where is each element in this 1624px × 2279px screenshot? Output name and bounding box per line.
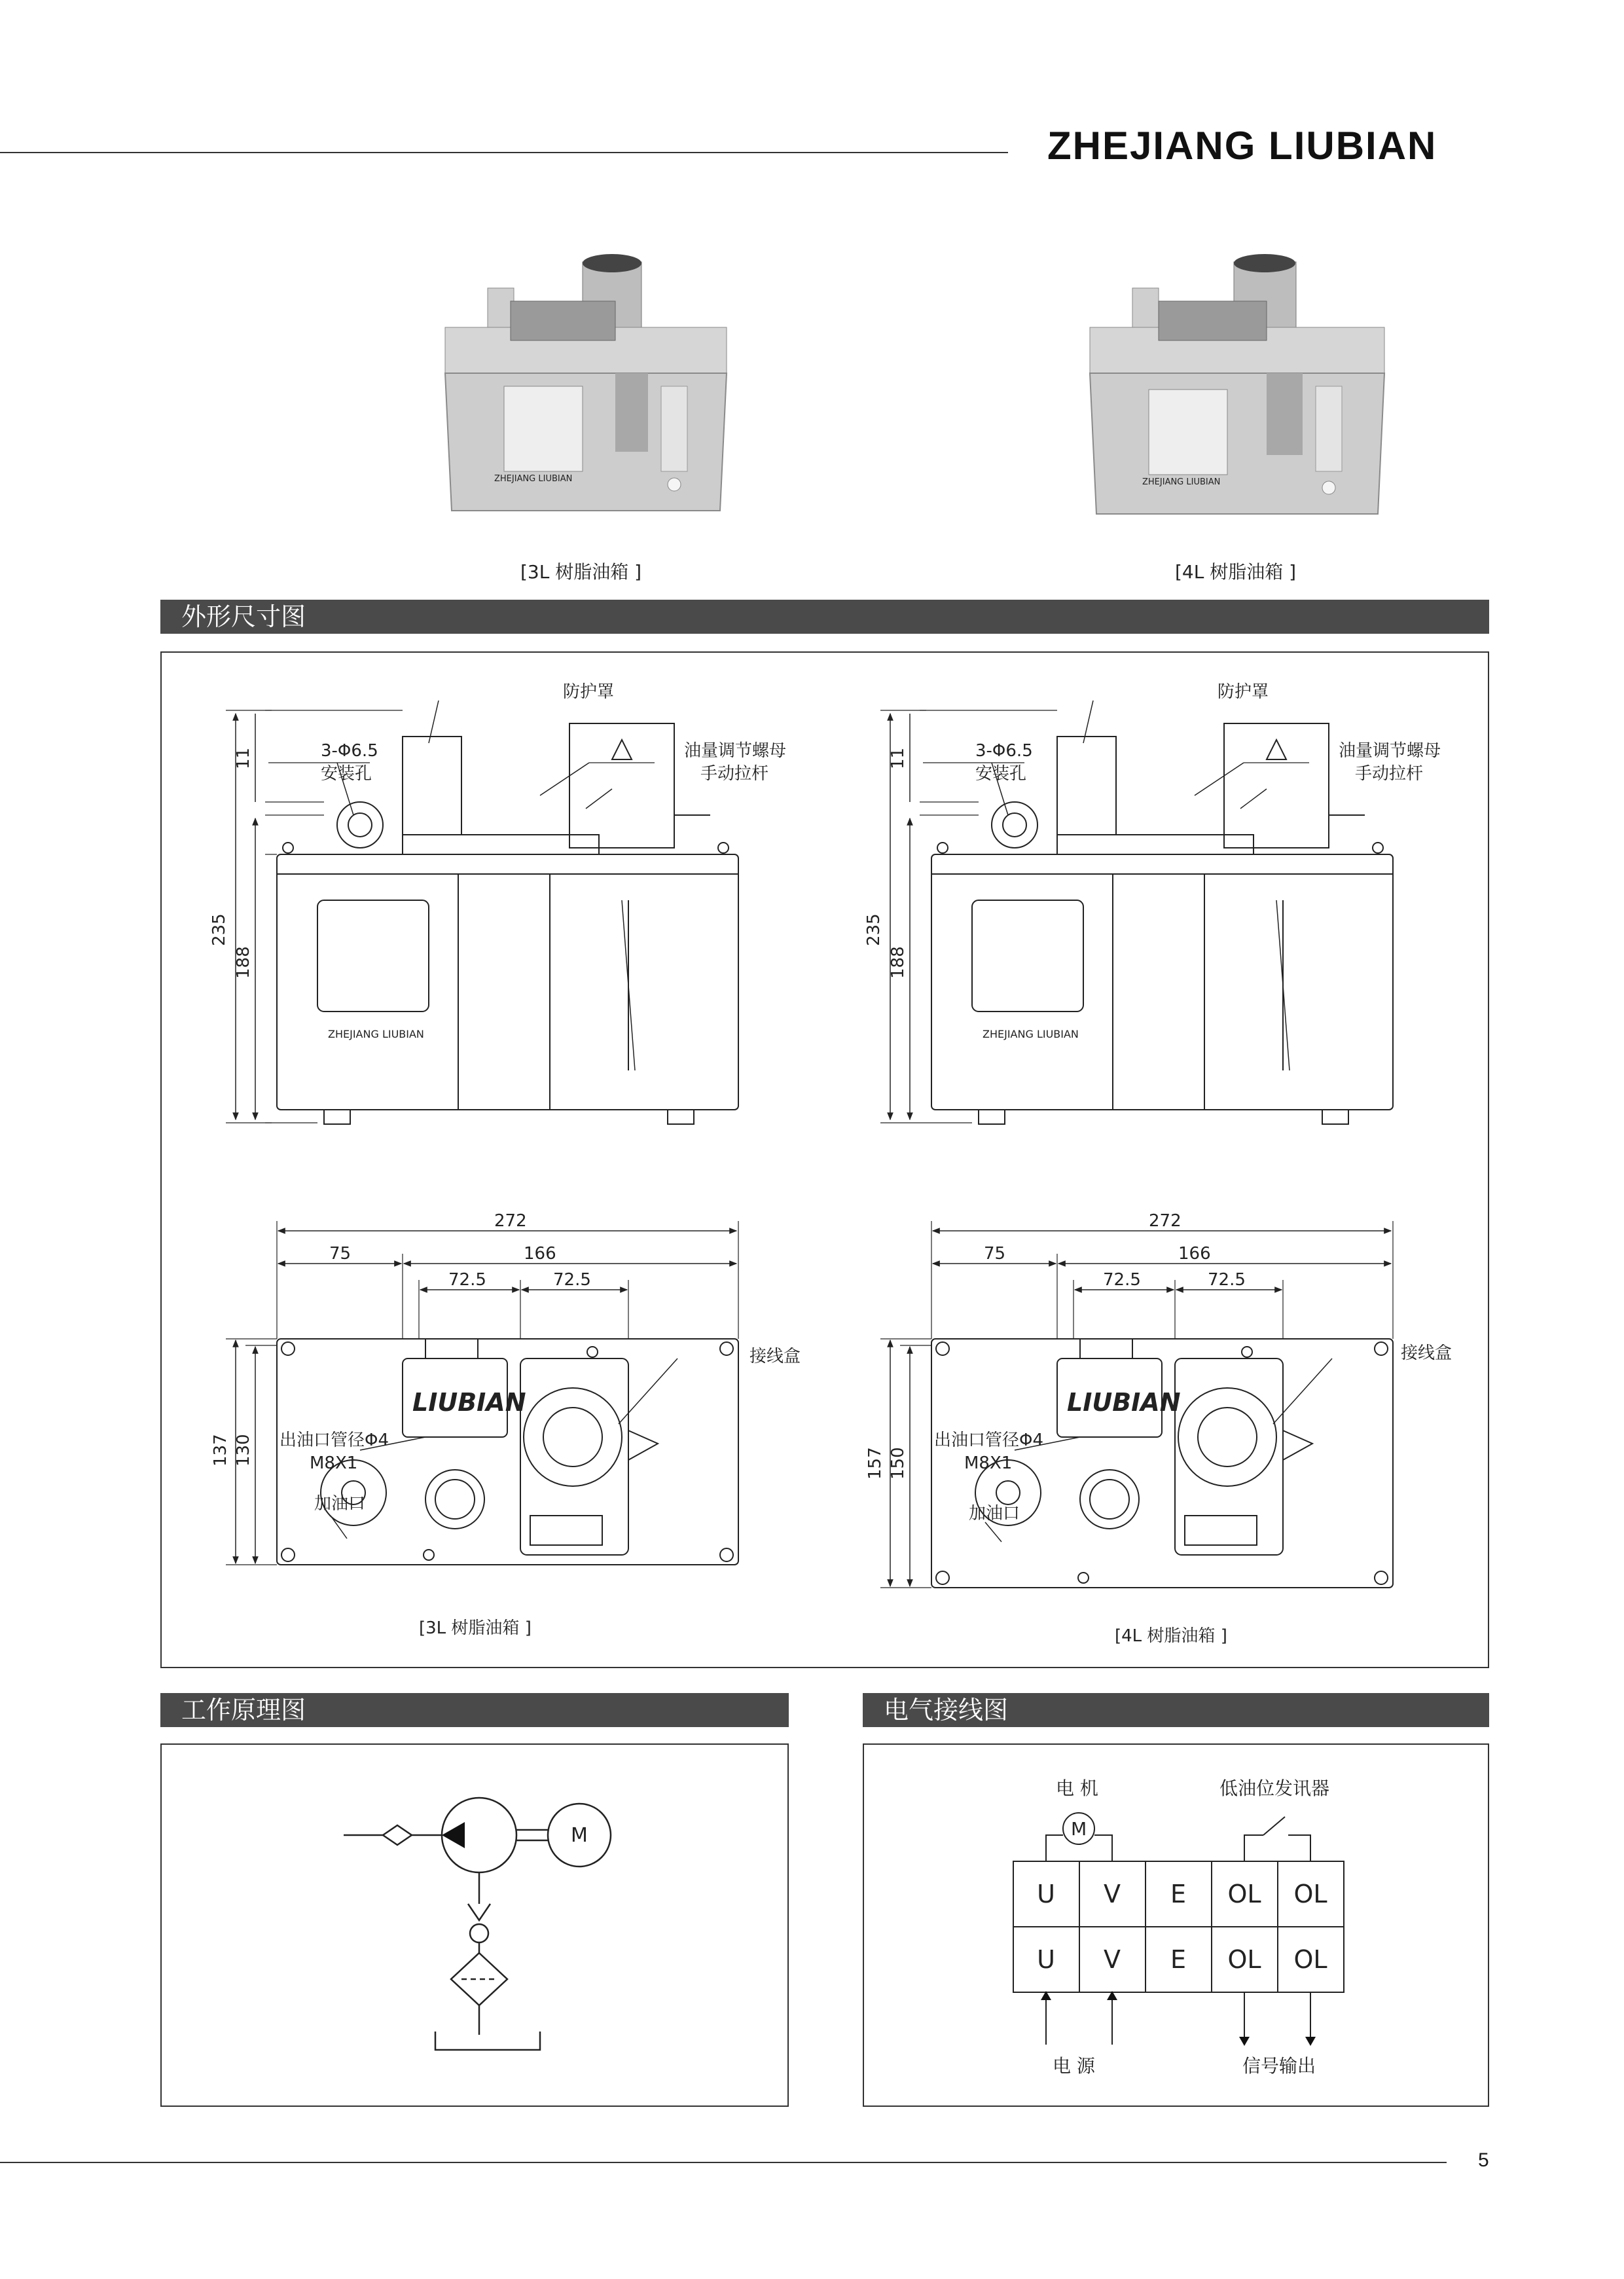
label-shield-4l: 防护罩 [1218, 682, 1269, 702]
wiring-r2-c1: U [1037, 1945, 1055, 1974]
label-tank-3l: ZHEJIANG LIUBIAN [328, 1028, 424, 1040]
dim-11-4l: 11 [888, 747, 908, 769]
wiring-diagram [863, 1743, 1489, 2107]
dim-72b-4l: 72.5 [1208, 1270, 1246, 1290]
wiring-motor-label: 电 机 [1056, 1778, 1098, 1799]
wiring-signal-label: 信号输出 [1242, 2055, 1316, 2077]
dim-72b-3l: 72.5 [553, 1270, 591, 1290]
dim-166-4l: 166 [1178, 1244, 1211, 1264]
label-holename-4l: 安装孔 [975, 764, 1027, 784]
dim-outer-h-4l: 157 [865, 1447, 885, 1480]
caption-4l: [4L 树脂油箱 ] [1115, 1626, 1227, 1646]
page-number: 5 [1478, 2149, 1489, 2171]
dim-235-4l: 235 [864, 913, 884, 946]
dim-inner-h-4l: 150 [888, 1447, 908, 1480]
dim-166-3l: 166 [524, 1244, 556, 1264]
label-fill-3l: 加油口 [314, 1494, 366, 1514]
wiring-r1-c3: E [1170, 1880, 1187, 1908]
photo-3l-label: ZHEJIANG LIUBIAN [494, 474, 573, 484]
label-holename-3l: 安装孔 [321, 764, 372, 784]
photo-4l [1080, 249, 1394, 537]
wiring-power-label: 电 源 [1053, 2055, 1095, 2077]
front-view-4l [880, 710, 1393, 1124]
section-wiring: 电气接线图 [863, 1693, 1489, 1727]
wiring-r2-c3: E [1170, 1945, 1187, 1974]
wiring-r2-c4: OL [1227, 1945, 1261, 1974]
label-thread-4l: M8X1 [964, 1453, 1013, 1473]
section-dimensions: 外形尺寸图 [160, 600, 1489, 634]
dim-11-3l: 11 [234, 747, 253, 769]
dim-188-4l: 188 [888, 946, 908, 979]
wiring-r1-c1: U [1037, 1880, 1055, 1908]
photo-4l-label: ZHEJIANG LIUBIAN [1142, 477, 1221, 487]
dim-72a-3l: 72.5 [448, 1270, 486, 1290]
wiring-r1-c2: V [1104, 1880, 1121, 1908]
logo-3l: LIUBIAN [412, 1388, 526, 1417]
caption-3l: [3L 树脂油箱 ] [419, 1618, 532, 1638]
brand-title: ZHEJIANG LIUBIAN [1047, 124, 1437, 168]
dim-75-3l: 75 [329, 1244, 352, 1264]
dim-72a-4l: 72.5 [1103, 1270, 1141, 1290]
photo-4l-caption: [4L 树脂油箱 ] [1175, 561, 1297, 583]
dim-75-4l: 75 [984, 1244, 1006, 1264]
dimension-drawings [160, 651, 1489, 1668]
label-thread-3l: M8X1 [310, 1453, 358, 1473]
label-nut-3l: 油量调节螺母 [684, 741, 787, 761]
principle-diagram [160, 1743, 789, 2107]
label-junction-4l: 接线盒 [1401, 1343, 1453, 1363]
dim-outer-h-3l: 137 [211, 1434, 230, 1467]
label-junction-3l: 接线盒 [749, 1347, 801, 1366]
dim-188-3l: 188 [234, 946, 253, 979]
wiring-lowoil-label: 低油位发讯器 [1219, 1778, 1330, 1799]
label-fill-4l: 加油口 [969, 1504, 1020, 1523]
dim-272-3l: 272 [494, 1211, 527, 1231]
dim-272-4l: 272 [1149, 1211, 1182, 1231]
label-nut-4l: 油量调节螺母 [1339, 741, 1441, 761]
dim-235-3l: 235 [209, 913, 229, 946]
label-holespec-4l: 3-Φ6.5 [975, 741, 1033, 761]
photo-3l-caption: [3L 树脂油箱 ] [520, 561, 642, 583]
wiring-r2-c2: V [1104, 1945, 1121, 1974]
label-shield-3l: 防护罩 [563, 682, 615, 702]
wiring-r1-c5: OL [1293, 1880, 1327, 1908]
label-holespec-3l: 3-Φ6.5 [321, 741, 378, 761]
label-lever-3l: 手动拉杆 [700, 764, 769, 784]
label-lever-4l: 手动拉杆 [1355, 764, 1424, 784]
dim-inner-h-3l: 130 [234, 1434, 253, 1467]
principle-motor-symbol: M [571, 1824, 588, 1847]
wiring-r2-c5: OL [1293, 1945, 1327, 1974]
section-principle: 工作原理图 [160, 1693, 789, 1727]
header-rule [0, 152, 1008, 153]
footer-rule [0, 2162, 1447, 2163]
wiring-motor-symbol: M [1071, 1818, 1087, 1840]
wiring-r1-c4: OL [1227, 1880, 1261, 1908]
photo-3l [432, 249, 740, 537]
label-outlet-4l: 出油口管径Φ4 [934, 1431, 1044, 1450]
logo-4l: LIUBIAN [1067, 1388, 1181, 1417]
label-tank-4l: ZHEJIANG LIUBIAN [983, 1028, 1079, 1040]
front-view-3l [226, 710, 738, 1124]
label-outlet-3l: 出油口管径Φ4 [280, 1431, 389, 1450]
